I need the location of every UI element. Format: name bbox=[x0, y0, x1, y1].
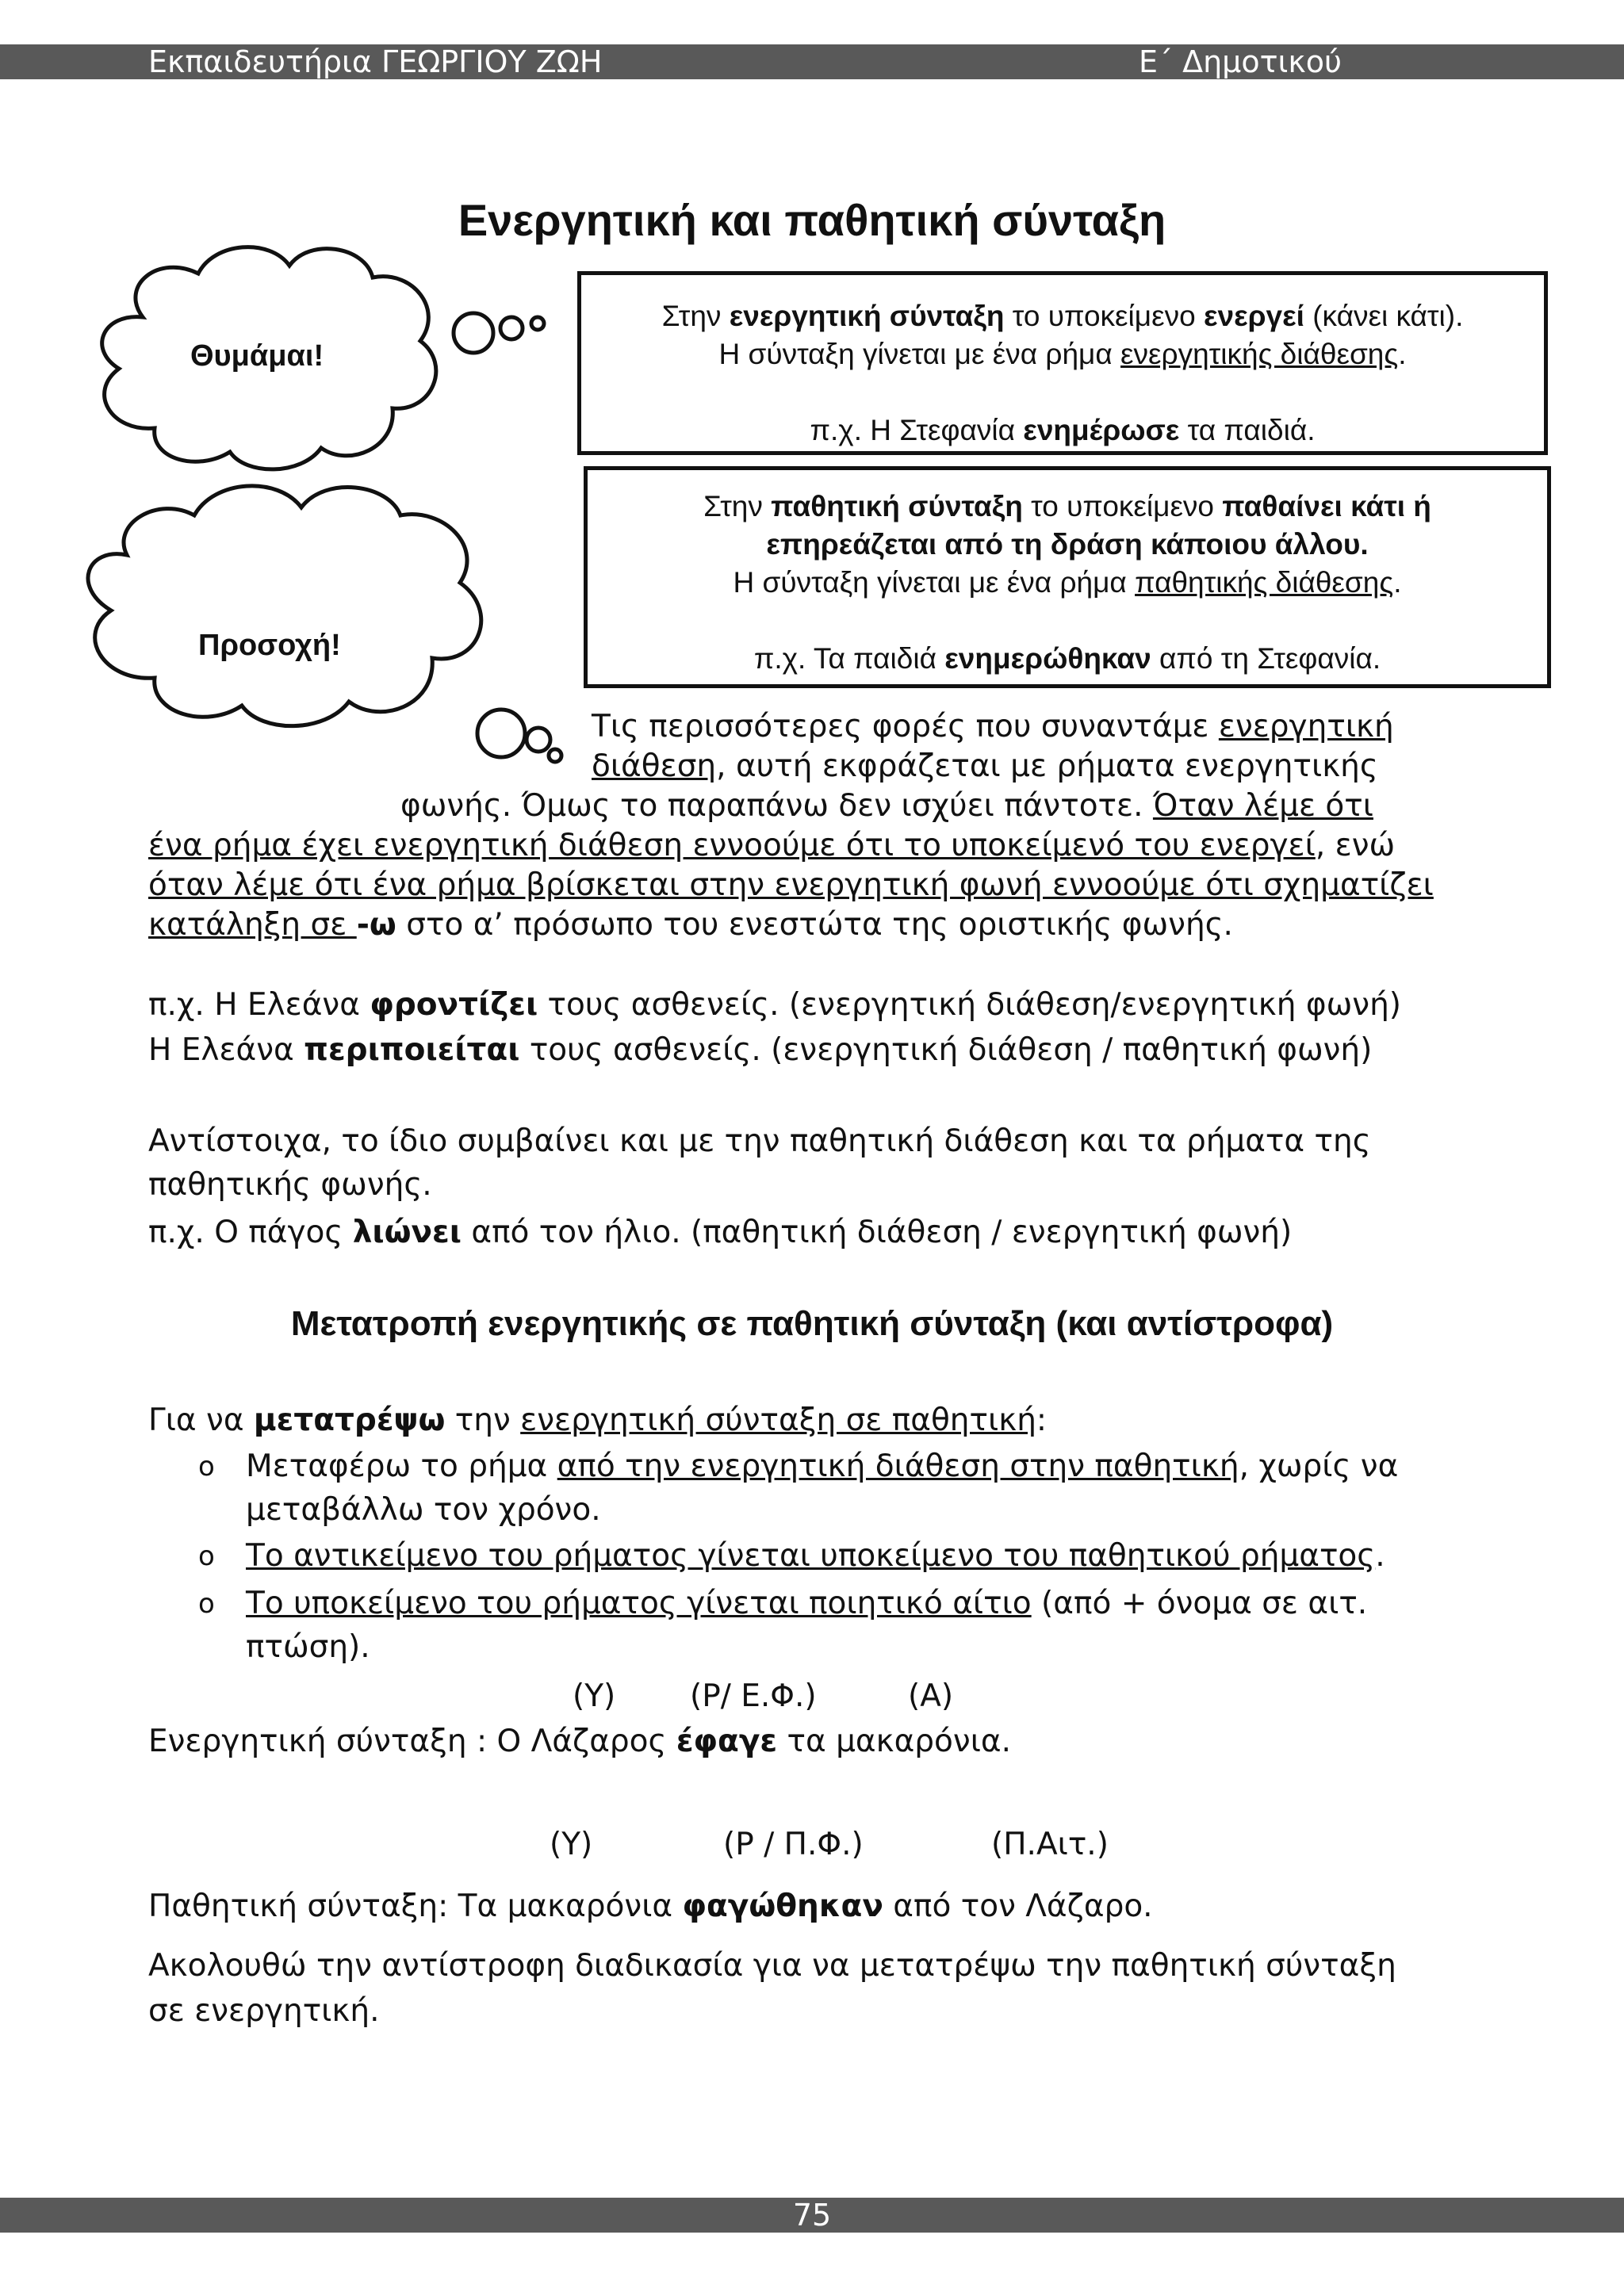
text: Στην bbox=[661, 300, 730, 332]
rule2 bbox=[246, 1536, 1385, 1576]
text: στο α’ πρόσωπο του ενεστώτα της οριστικής φωνής. bbox=[396, 907, 1233, 943]
text: το υποκείμενο bbox=[1004, 300, 1204, 332]
tag-object: (Α) bbox=[908, 1678, 954, 1714]
text: . bbox=[1393, 566, 1402, 599]
para1-line1 bbox=[592, 707, 1394, 747]
text: έφαγε bbox=[676, 1724, 778, 1759]
para1-line5 bbox=[148, 866, 1434, 905]
text: π.χ. Ο πάγος bbox=[148, 1215, 353, 1250]
text: τα μακαρόνια. bbox=[777, 1724, 1012, 1759]
rule3-line2: πτώση). bbox=[246, 1629, 370, 1665]
active-sentence bbox=[148, 1722, 1011, 1762]
convert-intro bbox=[148, 1401, 1047, 1441]
para1-line6 bbox=[148, 905, 1233, 945]
bullet-icon: o bbox=[198, 1588, 215, 1620]
text: . bbox=[1375, 1538, 1385, 1574]
example-line2 bbox=[148, 1031, 1372, 1070]
text: Για να bbox=[148, 1402, 254, 1438]
passive-sentence bbox=[148, 1887, 1153, 1927]
closing-line1: Ακολουθώ την αντίστροφη διαδικασία για να μετατρέψω την παθητική σύνταξη bbox=[148, 1948, 1396, 1984]
page-title: Ενεργητική και παθητική σύνταξη bbox=[458, 195, 1166, 245]
passive-voice-box bbox=[584, 466, 1551, 688]
tag-verb-passive: (Ρ / Π.Φ.) bbox=[723, 1827, 864, 1862]
text: (κάνει κάτι). bbox=[1304, 300, 1464, 332]
text: λιώνει bbox=[352, 1215, 462, 1250]
text: φαγώθηκαν bbox=[682, 1888, 883, 1924]
text: επηρεάζεται από τη δράση κάποιου άλλου. bbox=[766, 528, 1369, 561]
tag-subject-passive: (Υ) bbox=[550, 1827, 593, 1862]
text: : bbox=[1036, 1402, 1048, 1438]
text: την bbox=[445, 1402, 521, 1438]
text: ενεργητική σύνταξη bbox=[729, 300, 1005, 332]
text: ένα ρήμα έχει ενεργητική διάθεση εννοούμε ότι το υποκείμενό του ενεργεί bbox=[148, 828, 1316, 863]
tag-verb-active: (Ρ/ Ε.Φ.) bbox=[690, 1678, 817, 1714]
para1-line4 bbox=[148, 826, 1395, 866]
text: όταν λέμε ότι ένα ρήμα βρίσκεται στην ενεργητική φωνή εννοούμε ότι σχηματίζει bbox=[148, 867, 1434, 903]
cloud-label-attention: Προσοχή! bbox=[198, 629, 341, 662]
bullet-icon: o bbox=[198, 1451, 215, 1483]
page-number: 75 bbox=[792, 2198, 832, 2233]
text: από τον Λάζαρο. bbox=[883, 1888, 1153, 1924]
rule3-line1 bbox=[246, 1584, 1367, 1624]
text: μετατρέψω bbox=[253, 1402, 446, 1438]
text: Παθητική σύνταξη: Τα μακαρόνια bbox=[148, 1888, 683, 1924]
para1-line3 bbox=[400, 786, 1373, 826]
text: Μεταφέρω το ρήμα bbox=[246, 1448, 557, 1484]
text: φωνής. Όμως το παραπάνω δεν ισχύει πάντοτε. bbox=[400, 788, 1153, 824]
text: Όταν λέμε ότι bbox=[1152, 788, 1373, 824]
tag-agent: (Π.Αιτ.) bbox=[991, 1827, 1109, 1862]
text: το υποκείμενο bbox=[1022, 490, 1223, 522]
text: (από + όνομα σε αιτ. bbox=[1031, 1586, 1368, 1621]
header-grade: Ε΄ Δημοτικού bbox=[1139, 44, 1342, 79]
para2-line2: παθητικής φωνής. bbox=[148, 1167, 432, 1203]
text: ενεργητικής διάθεσης bbox=[1120, 338, 1399, 370]
cloud-attention-icon bbox=[88, 486, 481, 726]
example-line1 bbox=[148, 985, 1401, 1025]
closing-line2: σε ενεργητική. bbox=[148, 1993, 380, 2029]
text: π.χ. Η Ελεάνα bbox=[148, 987, 370, 1023]
text: Η Ελεάνα bbox=[148, 1032, 304, 1068]
text: , ενώ bbox=[1315, 828, 1396, 863]
text: παθητική σύνταξη bbox=[771, 490, 1023, 522]
text: π.χ. Τα παιδιά bbox=[753, 642, 945, 675]
text: από την ενεργητική διάθεση στην παθητική bbox=[557, 1448, 1239, 1484]
text: από τη Στεφανία. bbox=[1151, 642, 1381, 675]
text: φροντίζει bbox=[370, 987, 538, 1023]
text: Στην bbox=[703, 490, 772, 522]
text: Η σύνταξη γίνεται με ένα ρήμα bbox=[733, 566, 1136, 599]
text: Ενεργητική σύνταξη : Ο Λάζαρος bbox=[148, 1724, 676, 1759]
rule1-line2: μεταβάλλω τον χρόνο. bbox=[246, 1492, 601, 1528]
text: Το αντικείμενο του ρήματος γίνεται υποκείμενο του παθητικού ρήματος bbox=[246, 1538, 1376, 1574]
cloud-label-remember: Θυμάμαι! bbox=[190, 339, 324, 373]
text: Η σύνταξη γίνεται με ένα ρήμα bbox=[718, 338, 1121, 370]
text: ενημερώθηκαν bbox=[944, 642, 1151, 675]
text: , αυτή εκφράζεται με ρήματα ενεργητικής bbox=[716, 748, 1378, 784]
text: τους ασθενείς. (ενεργητική διάθεση/ενεργητική φωνή) bbox=[538, 987, 1402, 1023]
text: περιποιείται bbox=[304, 1032, 520, 1068]
section-title-conversion: Μετατροπή ενεργητικής σε παθητική σύνταξη (και αντίστροφα) bbox=[290, 1304, 1334, 1343]
text: Το υποκείμενο του ρήματος γίνεται ποιητικό αίτιο bbox=[246, 1586, 1032, 1621]
text: -ω bbox=[356, 907, 396, 943]
header-school: Εκπαιδευτήρια ΓΕΩΡΓΙΟΥ ΖΩΗ bbox=[148, 44, 603, 79]
bullet-icon: o bbox=[198, 1540, 215, 1572]
active-voice-box bbox=[577, 271, 1548, 455]
text: ενεργητική σύνταξη σε παθητική bbox=[520, 1402, 1036, 1438]
footer-bar bbox=[0, 2198, 1624, 2233]
text: , χωρίς να bbox=[1239, 1448, 1399, 1484]
text: ενεργητική bbox=[1218, 709, 1394, 744]
text: Τις περισσότερες φορές που συναντάμε bbox=[592, 709, 1219, 744]
text: . bbox=[1398, 338, 1407, 370]
para1-line2 bbox=[592, 747, 1378, 786]
text: από τον ήλιο. (παθητική διάθεση / ενεργητική φωνή) bbox=[461, 1215, 1293, 1250]
text: παθητικής διάθεσης bbox=[1135, 566, 1394, 599]
text: τα παιδιά. bbox=[1179, 414, 1316, 446]
text: κατάληξη σε bbox=[148, 907, 357, 943]
rule1-line1 bbox=[246, 1447, 1398, 1487]
text: ενεργεί bbox=[1203, 300, 1304, 332]
text: διάθεση bbox=[592, 748, 717, 784]
para2-line3 bbox=[148, 1213, 1292, 1253]
text: π.χ. Η Στεφανία bbox=[810, 414, 1024, 446]
tag-subject: (Υ) bbox=[573, 1678, 616, 1714]
text: ενημέρωσε bbox=[1023, 414, 1180, 446]
text: παθαίνει κάτι ή bbox=[1222, 490, 1431, 522]
text: τους ασθενείς. (ενεργητική διάθεση / παθητική φωνή) bbox=[519, 1032, 1373, 1068]
para2-line1: Αντίστοιχα, το ίδιο συμβαίνει και με την παθητική διάθεση και τα ρήματα της bbox=[148, 1123, 1371, 1159]
